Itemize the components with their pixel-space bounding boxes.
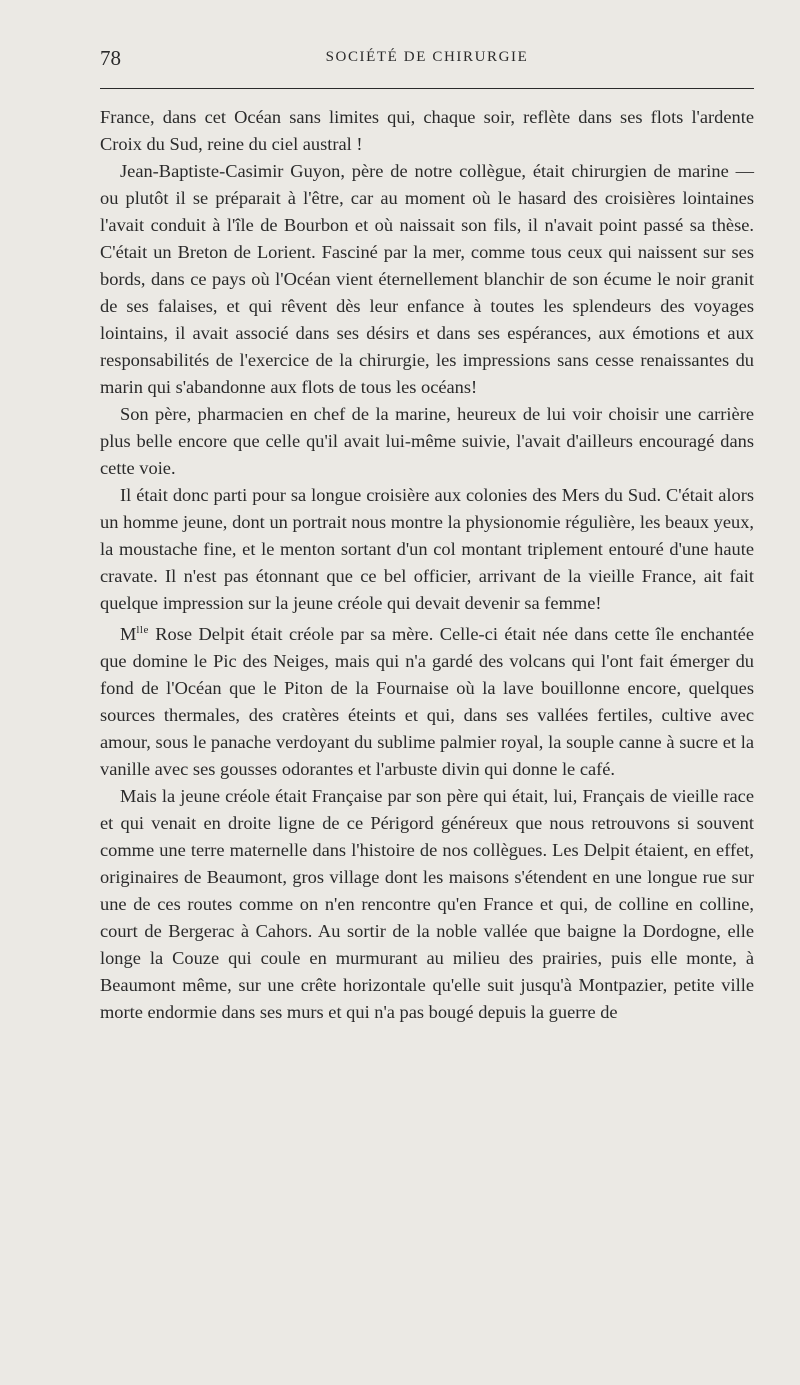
page-header — [100, 46, 754, 76]
paragraph: France, dans cet Océan sans limites qui, chaque soir, reflète dans ses flots l'ardente Croix du Sud, reine du ciel austral ! — [100, 107, 754, 154]
page-number: 78 — [100, 46, 121, 70]
running-head: SOCIÉTÉ DE CHIRURGIE — [325, 49, 529, 65]
paragraph: Mais la jeune créole était Française par son père qui était, lui, Français de vieille race et qui venait en droite ligne de ce Périgord généreux que nous retrouvons si souvent comme une terre maternelle dans l'histoire de nos collègues. Les Delpit étaient, en effet, originaires de Beaumont, gros village dont les maisons s'étendent en une longue rue sur une de ces routes comme on n'en rencontre qu'en France et qui, de colline en colline, court de Bergerac à Cahors. Au sortir de la noble vallée que baigne la Dordogne, elle longe la Couze qui coule en murmurant au milieu des prairies, puis elle monte, à Beaumont même, sur une crête horizontale qu'elle suit jusqu'à Montpazier, petite ville morte endormie dans ses murs et qui n'a pas bougé depuis la guerre de — [100, 786, 754, 1022]
paragraph-text: Rose Delpit était créole par sa mère. Celle-ci était née dans cette île enchantée que domine le Pic des Neiges, mais qui n'a gardé des volcans qui l'ont fait émerger du fond de l'Océan que le Piton de la Fournaise où la lave bouillonne encore, quelques sources thermales, des cratères éteints et qui, dans ses vallées fertiles, cultive avec amour, sous le panache verdoyant du sublime palmier royal, la souple canne à sucre et la vanille avec ses gousses odorantes et l'arbuste divin qui donne le café. — [100, 624, 754, 779]
paragraph: Il était donc parti pour sa longue croisière aux colonies des Mers du Sud. C'était alors un homme jeune, dont un portrait nous montre la physionomie régulière, les beaux yeux, la moustache fine, et le menton sortant d'un col montant triplement entouré d'une haute cravate. Il n'est pas étonnant que ce bel officier, arrivant de la vieille France, ait fait quelque impression sur la jeune créole qui devait devenir sa femme! — [100, 485, 754, 613]
abbrev-prefix: M — [120, 624, 137, 644]
paragraph: Son père, pharmacien en chef de la marine, heureux de lui voir choisir une carrière plus belle encore que celle qu'il avait lui-même suivie, l'avait d'ailleurs encouragé dans cette voie. — [100, 404, 754, 478]
body-text — [100, 104, 754, 1026]
abbrev-superscript: lle — [136, 624, 149, 636]
header-rule — [100, 88, 754, 89]
paragraph: Jean-Baptiste-Casimir Guyon, père de notre collègue, était chirurgien de marine — ou plutôt il se préparait à l'être, car au moment où le hasard des croisières lointaines l'avait conduit à l'île de Bourbon et où naissait son fils, il n'avait point passé sa thèse. C'était un Breton de Lorient. Fasciné par la mer, comme tous ceux qui naissent sur ses bords, dans ce pays où l'Océan vient éternellement blanchir de son écume le noir granit de ses falaises, et qui rêvent dès leur enfance à toutes les splendeurs des voyages lointains, il avait associé dans ses désirs et dans ses espérances, aux émotions et aux responsabilités de l'exercice de la chirurgie, les impressions sans cesse renaissantes du marin qui s'abandonne aux flots de tous les océans! — [100, 161, 754, 397]
paragraph — [100, 617, 754, 783]
